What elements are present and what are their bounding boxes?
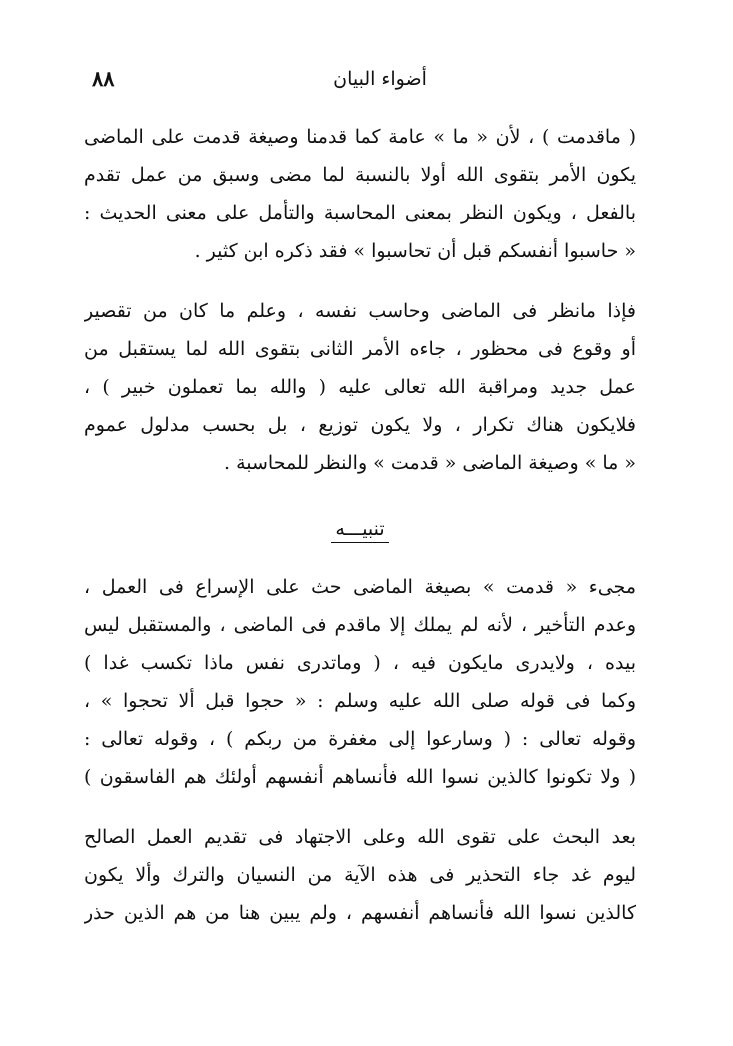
text-line: مجىء « قدمت » بصيغة الماضى حث على الإسراع فى العمل ، <box>84 576 636 598</box>
page-number: ٨٨ <box>92 66 115 91</box>
text-line: « حاسبوا أنفسكم قبل أن تحاسبوا » فقد ذكره ابن كثير . <box>194 240 636 262</box>
running-title: أضواء البيان <box>333 68 427 90</box>
text-line: ( ماقدمت ) ، لأن « ما » عامة كما قدمنا وصيغة قدمت على الماضى <box>84 126 636 148</box>
text-line: وعدم التأخير ، لأنه لم يملك إلا ماقدم فى الماضى ، والمستقبل ليس <box>84 614 636 636</box>
text-line: عمل جديد ومراقبة الله تعالى عليه ( والله بما تعملون خبير ) ، <box>84 376 636 398</box>
text-line: بالفعل ، ويكون النظر بمعنى المحاسبة والتأمل على معنى الحديث : <box>84 202 636 224</box>
text-line: ليوم غد جاء التحذير فى هذه الآية من النسيان والترك وألا يكون <box>84 864 636 886</box>
page-header <box>0 62 733 96</box>
section-heading-text: تنبيـــه <box>331 518 388 543</box>
paragraph <box>84 568 636 796</box>
section-heading <box>84 504 636 554</box>
paragraph <box>84 818 636 932</box>
text-line: فإذا مانظر فى الماضى وحاسب نفسه ، وعلم ما كان من تقصير <box>84 300 636 322</box>
text-line: بيده ، ولايدرى مايكون فيه ، ( وماتدرى نفس ماذا تكسب غدا ) <box>84 652 636 674</box>
text-line: بعد البحث على تقوى الله وعلى الاجتهاد فى تقديم العمل الصالح <box>84 826 636 848</box>
paragraph <box>84 118 636 270</box>
text-line: وكما فى قوله صلى الله عليه وسلم : « حجوا قبل ألا تحجوا » ، <box>84 690 636 712</box>
text-line: فلايكون هناك تكرار ، ولا يكون توزيع ، بل بحسب مدلول عموم <box>84 414 636 436</box>
text-line: أو وقوع فى محظور ، جاءه الأمر الثانى بتقوى الله لما يستقبل من <box>84 338 636 360</box>
text-line: « ما » وصيغة الماضى « قدمت » والنظر للمحاسبة . <box>224 452 636 474</box>
text-line: ( ولا تكونوا كالذين نسوا الله فأنساهم أنفسهم أولئك هم الفاسقون ) <box>84 766 636 788</box>
text-line: كالذين نسوا الله فأنساهم أنفسهم ، ولم يبين هنا من هم الذين حذر <box>84 902 636 924</box>
text-line: يكون الأمر بتقوى الله أولا بالنسبة لما مضى وسبق من عمل تقدم <box>84 164 636 186</box>
paragraph <box>84 292 636 482</box>
text-line: وقوله تعالى : ( وسارعوا إلى مغفرة من ربكم ) ، وقوله تعالى : <box>84 728 636 750</box>
body-text <box>84 118 636 954</box>
